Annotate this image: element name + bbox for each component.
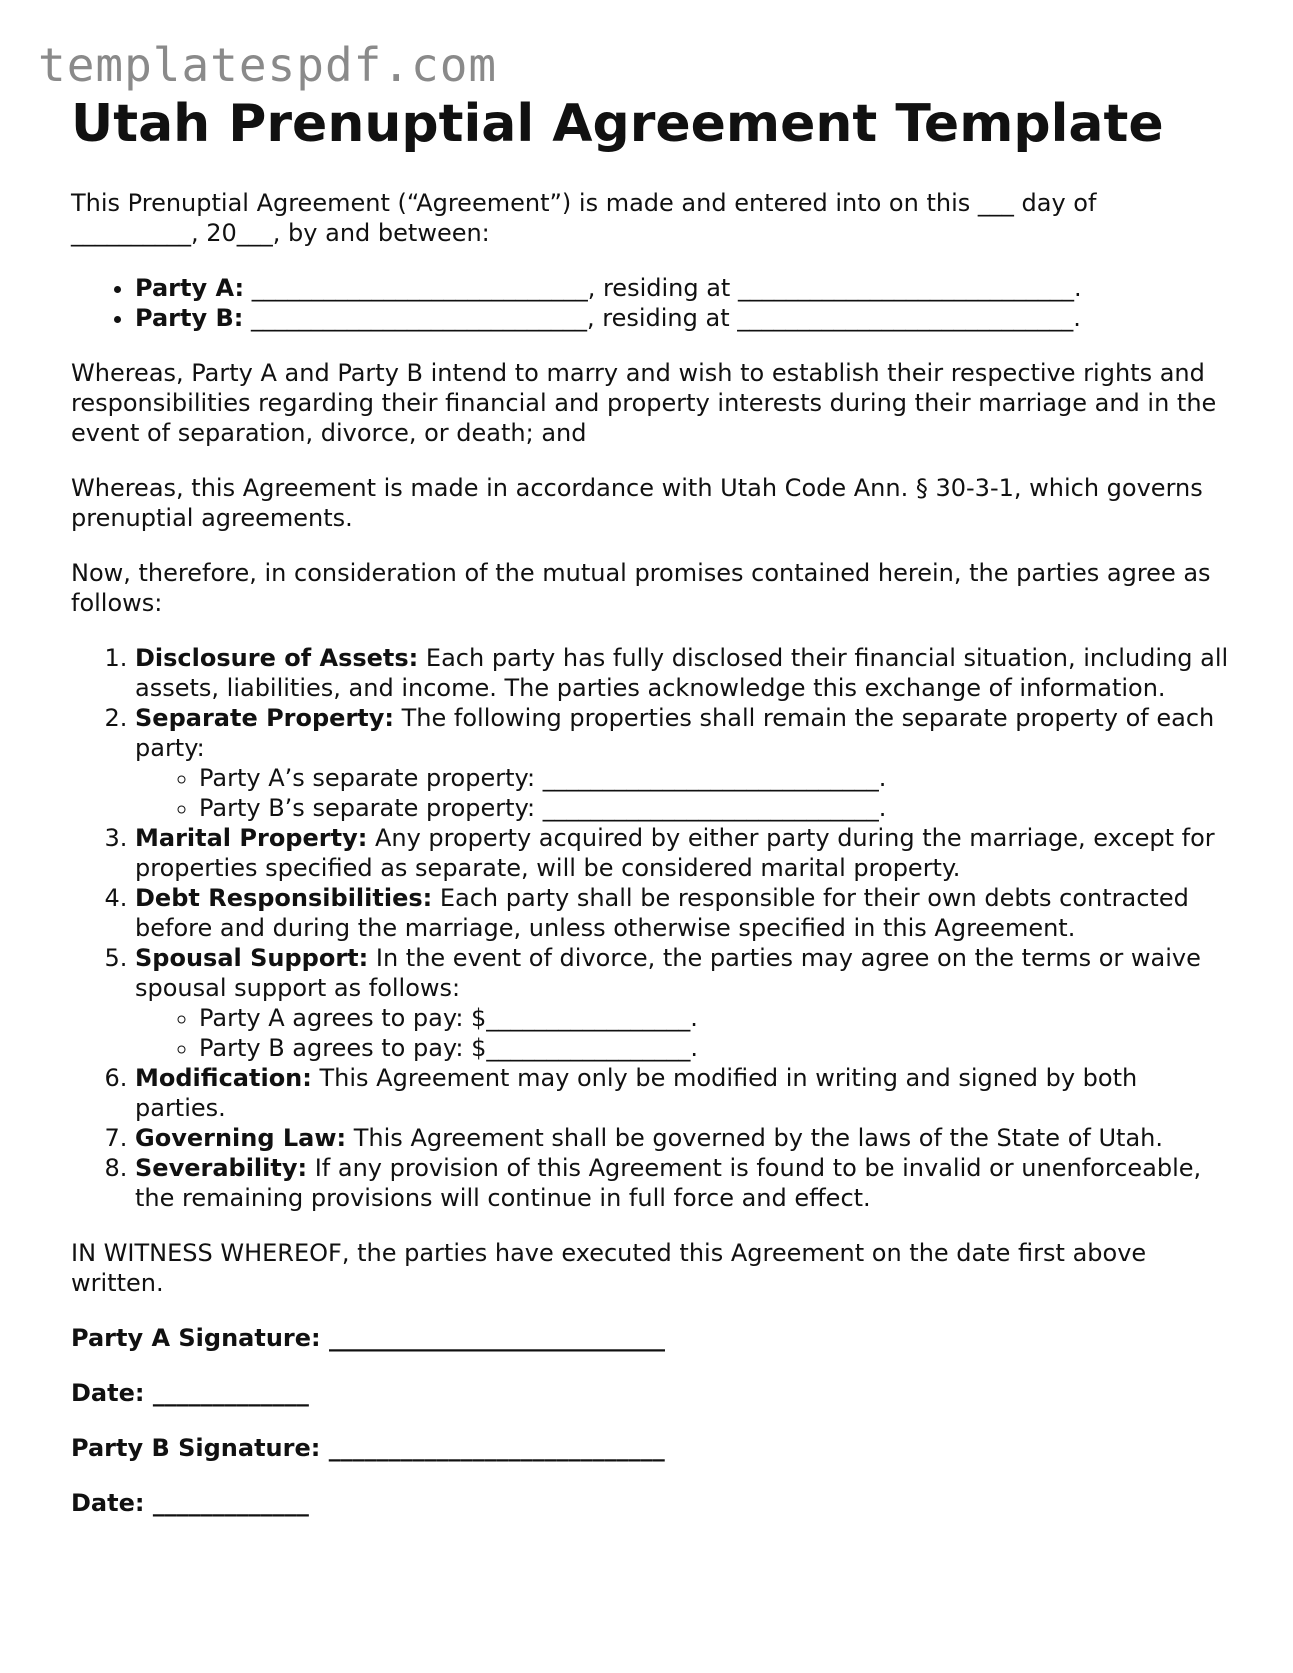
- document: [71, 94, 1231, 1518]
- watermark: templatespdf.com: [38, 38, 498, 92]
- page-title: Utah Prenuptial Agreement Template: [71, 94, 1164, 154]
- term-text: In the event of divorce, the parties may agree on the terms or waive spousal support as follows:: [135, 944, 1201, 1002]
- party-b-label: Party B:: [135, 304, 244, 332]
- term-label: Separate Property:: [135, 704, 394, 732]
- term-text: The following properties shall remain the separate property of each party:: [135, 704, 1215, 762]
- party-a-date-line: Date: _____________: [71, 1379, 309, 1407]
- party-b-signature-line: Party B Signature: ____________________________: [71, 1434, 665, 1462]
- term-text: This Agreement shall be governed by the laws of the State of Utah.: [346, 1124, 1163, 1152]
- term-spousal-support: [135, 943, 1231, 1063]
- term-disclosure: [135, 643, 1231, 703]
- sublist-item: ◦ Party B’s separate property: ____________________________.: [199, 793, 1231, 823]
- now-therefore-paragraph: Now, therefore, in consideration of the mutual promises contained herein, the parties agree as follows:: [71, 559, 1211, 617]
- whereas-paragraph-1: Whereas, Party A and Party B intend to marry and wish to establish their respective rights and responsibilities regarding their financial and property interests during their marriage and in the event of separation, divorce, or death; and: [71, 359, 1217, 447]
- terms-list: [71, 643, 1231, 1213]
- term-label: Modification:: [135, 1064, 312, 1092]
- whereas-paragraph-2: Whereas, this Agreement is made in accordance with Utah Code Ann. § 30-3-1, which governs prenuptial agreements.: [71, 474, 1203, 532]
- witness-paragraph: IN WITNESS WHEREOF, the parties have executed this Agreement on the date first above written.: [71, 1239, 1147, 1297]
- term-label: Marital Property:: [135, 824, 368, 852]
- party-a-item: [135, 273, 1231, 303]
- term-label: Severability:: [135, 1154, 308, 1182]
- term-separate-property: [135, 703, 1231, 823]
- term-label: Debt Responsibilities:: [135, 884, 433, 912]
- term-modification: [135, 1063, 1231, 1123]
- party-a-text: ____________________________, residing at ____________________________.: [244, 274, 1082, 302]
- party-a-label: Party A:: [135, 274, 245, 302]
- sublist-item: ◦ Party A’s separate property: ____________________________.: [199, 763, 1231, 793]
- spousal-support-sublist: [135, 1003, 1231, 1063]
- term-text: If any provision of this Agreement is found to be invalid or unenforceable, the remaining provisions will continue in full force and effect.: [135, 1154, 1202, 1212]
- sublist-item: ◦ Party A agrees to pay: $_________________.: [199, 1003, 1231, 1033]
- term-marital-property: [135, 823, 1231, 883]
- party-b-text: ____________________________, residing at ____________________________.: [243, 304, 1081, 332]
- term-label: Spousal Support:: [135, 944, 369, 972]
- term-governing-law: [135, 1123, 1231, 1153]
- sublist-item: ◦ Party B agrees to pay: $_________________.: [199, 1033, 1231, 1063]
- term-severability: [135, 1153, 1231, 1213]
- separate-property-sublist: [135, 763, 1231, 823]
- party-b-date-line: Date: _____________: [71, 1489, 309, 1517]
- term-label: Disclosure of Assets:: [135, 644, 419, 672]
- term-text: Any property acquired by either party during the marriage, except for properties specified as separate, will be considered marital property.: [135, 824, 1215, 882]
- term-debt: [135, 883, 1231, 943]
- term-text: Each party shall be responsible for their own debts contracted before and during the marriage, unless otherwise specified in this Agreement.: [135, 884, 1189, 942]
- term-label: Governing Law:: [135, 1124, 347, 1152]
- party-a-signature-line: Party A Signature: ____________________________: [71, 1324, 665, 1352]
- intro-paragraph: This Prenuptial Agreement (“Agreement”) is made and entered into on this ___ day of __________, 20___, by and between:: [71, 189, 1097, 247]
- party-b-item: [135, 303, 1231, 333]
- term-text: This Agreement may only be modified in writing and signed by both parties.: [135, 1064, 1138, 1122]
- term-text: Each party has fully disclosed their financial situation, including all assets, liabilities, and income. The parties acknowledge this exchange of information.: [135, 644, 1229, 702]
- parties-list: [71, 273, 1231, 333]
